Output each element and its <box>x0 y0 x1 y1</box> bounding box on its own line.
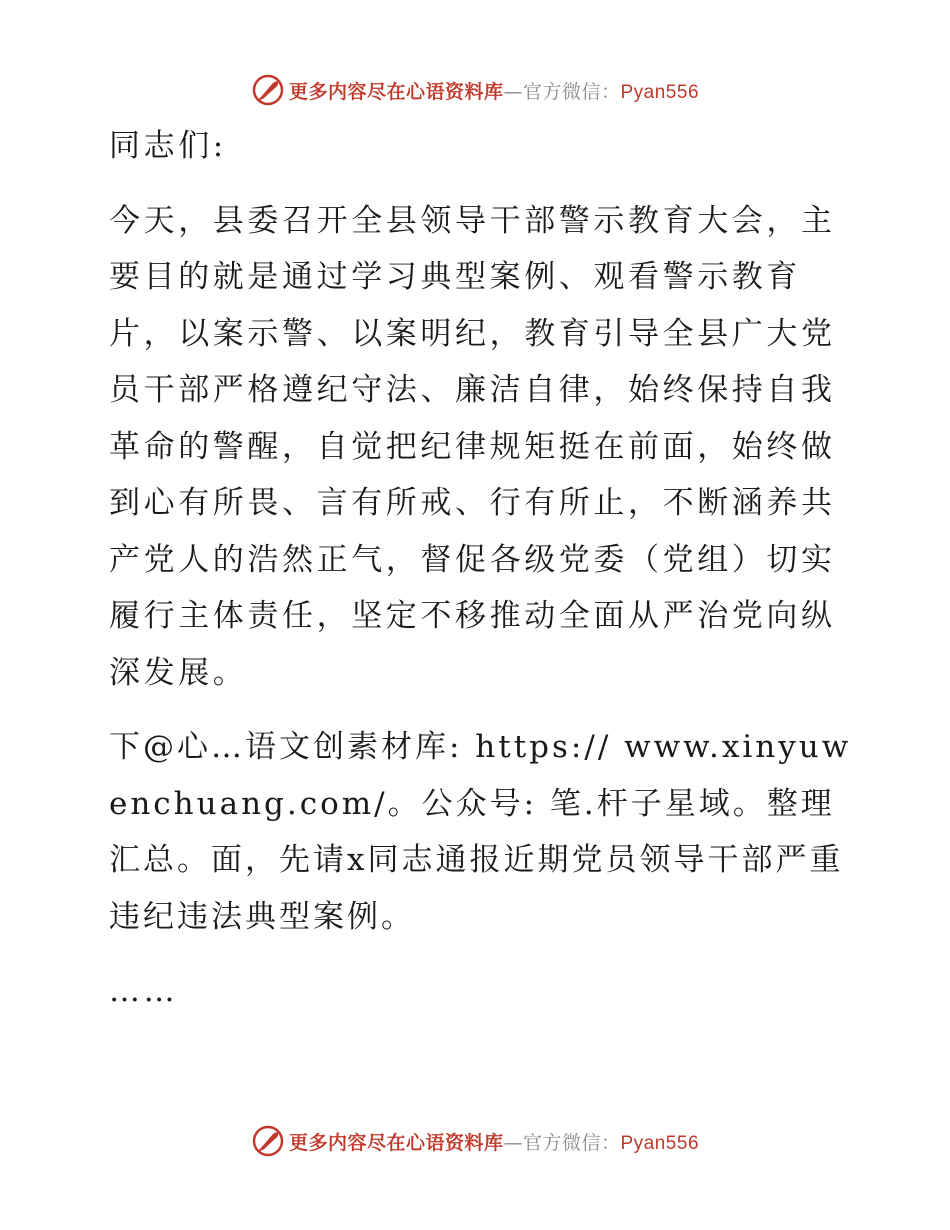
paragraph-source-note: 下@心…语文创素材库: https:// www.xinyuwenchuang.com/。公众号: 笔.杆子星域。整理汇总。面，先请x同志通报近期党员领导干部严重违纪违法典型案例。 <box>109 729 852 935</box>
header-banner-account: Pyan556 <box>620 81 700 103</box>
header-banner-separator: — <box>503 80 523 103</box>
footer-banner-brand: 更多内容尽在心语资料库 <box>288 1131 504 1154</box>
header-banner <box>0 70 950 110</box>
footer-banner-separator: — <box>503 1131 523 1154</box>
footer-banner-account: Pyan556 <box>620 1132 700 1154</box>
salutation: 同志们: <box>109 128 227 164</box>
quill-pen-logo-icon <box>251 73 285 107</box>
header-banner-text <box>289 77 699 104</box>
document-body <box>97 118 857 1038</box>
header-banner-brand: 更多内容尽在心语资料库 <box>288 80 504 103</box>
quill-pen-logo-icon <box>251 1124 285 1158</box>
footer-banner <box>0 1121 950 1161</box>
paragraph-ellipsis: …… <box>109 973 179 1009</box>
header-banner-label: 官方微信： <box>522 80 621 103</box>
paragraph-intro: 今天，县委召开全县领导干部警示教育大会，主要目的就是通过学习典型案例、观看警示教育片，以案示警、以案明纪，教育引导全县广大党员干部严格遵纪守法、廉洁自律，始终保持自我革命的警醒，自觉把纪律规矩挺在前面，始终做到心有所畏、言有所戒、行有所止，不断涵养共产党人的浩然正气，督促各级党委（党组）切实履行主体责任，坚定不移推动全面从严治党向纵深发展。 <box>109 202 836 691</box>
footer-banner-label: 官方微信： <box>522 1131 621 1154</box>
footer-banner-text <box>289 1128 699 1155</box>
